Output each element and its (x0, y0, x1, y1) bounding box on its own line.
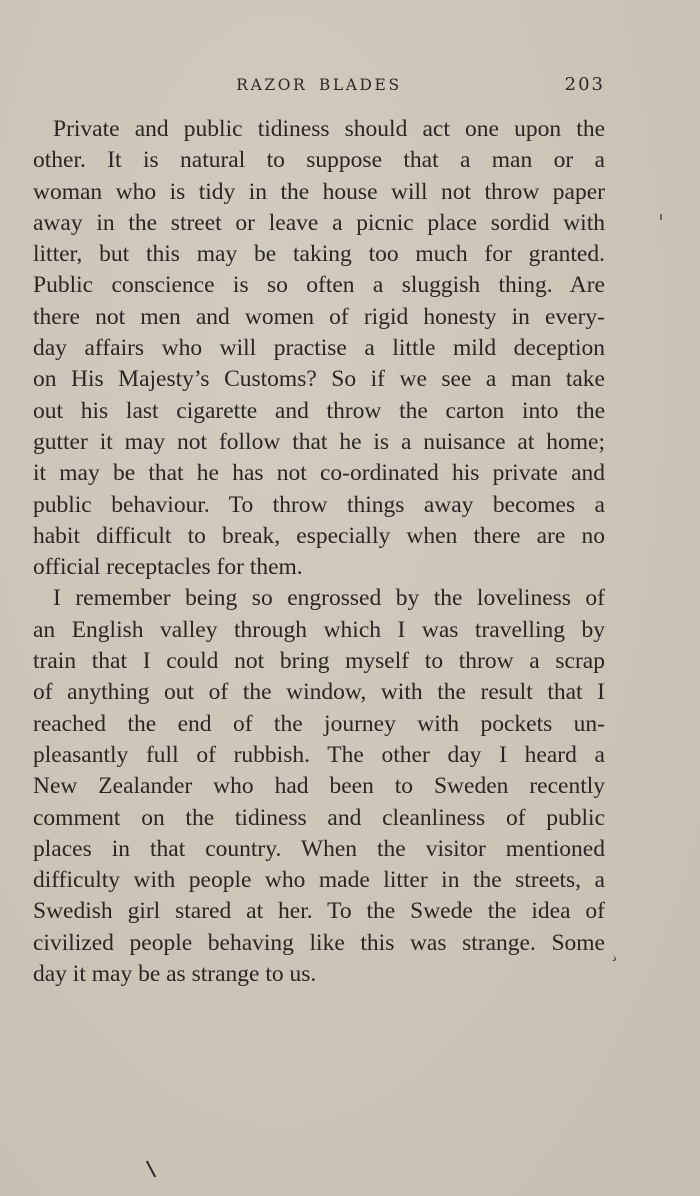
text-line: of anything out of the window, with the result that I (33, 679, 605, 706)
text-line: woman who is tidy in the house will not throw paper (33, 178, 605, 205)
text-line: places in that country. When the visitor mentioned (33, 835, 605, 862)
chapter-title: RAZOR BLADES (236, 76, 402, 94)
margin-mark-icon: › (609, 951, 620, 968)
text-line: public behaviour. To throw things away becomes a (33, 491, 605, 518)
text-line: Private and public tidiness should act one upon the (53, 116, 605, 142)
text-line: other. It is natural to suppose that a man or a (33, 147, 605, 174)
text-line: pleasantly full of rubbish. The other day I heard a (33, 741, 605, 768)
text-line: Public conscience is so often a sluggish thing. Are (33, 272, 605, 299)
text-line: gutter it may not follow that he is a nuisance at home; (33, 428, 605, 455)
running-head (33, 76, 605, 98)
text-line: away in the street or leave a picnic place sordid with (33, 209, 605, 236)
paper-speck (660, 214, 662, 220)
text-line: comment on the tidiness and cleanliness of public (33, 804, 605, 831)
paragraph-2 (33, 583, 605, 990)
text-line: habit difficult to break, especially when there are no (33, 522, 605, 549)
text-line: out his last cigarette and throw the carton into the (33, 397, 605, 424)
page-number: 203 (564, 74, 605, 95)
text-line: day it may be as strange to us. (33, 961, 317, 988)
text-line: difficulty with people who made litter in the streets, a (33, 867, 605, 894)
text-line: reached the end of the journey with pockets un- (33, 710, 605, 737)
text-line: New Zealander who had been to Sweden recently (33, 773, 605, 800)
pencil-mark (146, 1161, 156, 1178)
text-line: an English valley through which I was travelling by (33, 616, 605, 643)
text-line: day affairs who will practise a little mild deception (33, 335, 605, 362)
text-line: official receptacles for them. (33, 554, 303, 581)
text-line: litter, but this may be taking too much for granted. (33, 241, 605, 268)
text-line: on His Majesty’s Customs? So if we see a man take (33, 366, 605, 393)
text-line: train that I could not bring myself to throw a scrap (33, 648, 605, 675)
paragraph-1 (33, 114, 605, 583)
body-text (33, 114, 605, 990)
text-line: I remember being so engrossed by the loveliness of (53, 585, 605, 612)
text-line: Swedish girl stared at her. To the Swede the idea of (33, 898, 605, 925)
text-line: there not men and women of rigid honesty in every- (33, 303, 605, 330)
text-line: civilized people behaving like this was strange. Some (33, 929, 605, 956)
text-line: it may be that he has not co-ordinated his private and (33, 460, 605, 487)
